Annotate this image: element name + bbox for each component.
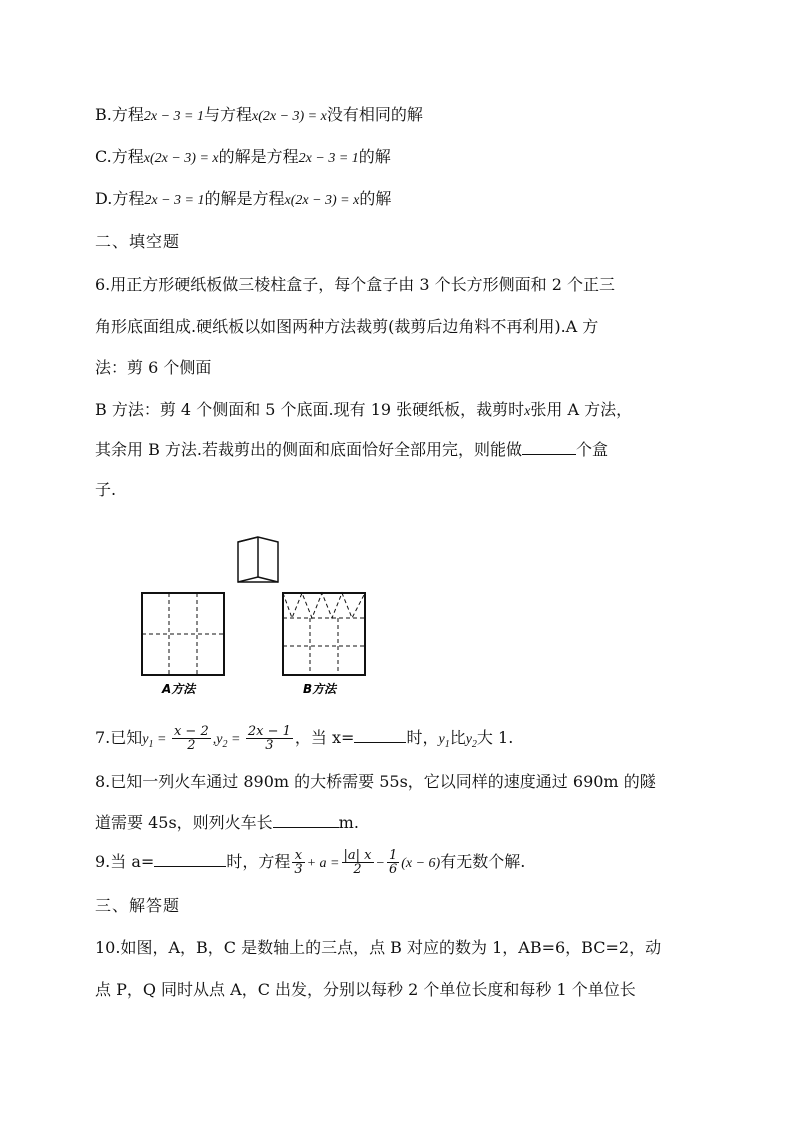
option-c-prefix: C.方程 [95, 147, 144, 166]
method-b-square [283, 593, 365, 675]
q7-compare-y2: y [465, 732, 472, 747]
q9-fraction-1-numerator: x [292, 849, 304, 863]
q9-fraction-3-denominator: 6 [388, 862, 398, 877]
q7-fraction-2-denominator: 3 [265, 738, 274, 753]
option-b-equation-1: 2x − 3 = 1 [143, 109, 204, 124]
q9-fraction-3-numerator: 1 [388, 848, 398, 863]
q9-paren: (x − 6) [401, 856, 441, 871]
q6-line-1: 6.用正方形硬纸板做三棱柱盒子，每个盒子由 3 个长方形侧面和 2 个正三 [95, 275, 615, 294]
q6-line-2: 角形底面组成.硬纸板以如图两种方法裁剪(裁剪后边角料不再利用).A 方 [95, 317, 599, 336]
section-heading-fill: 二、填空题 [95, 232, 181, 251]
q6-line-5 [95, 439, 608, 461]
q7-compare-y1: y [438, 732, 445, 747]
q9-line [95, 842, 525, 884]
option-d-equation-2: x(2x − 3) = x [284, 193, 360, 208]
q7-fraction-2-numerator: 2x − 1 [247, 724, 291, 739]
option-b-mid: 与方程 [203, 105, 252, 124]
q7-y1: y [142, 732, 149, 747]
q7-eq-1: = [153, 732, 170, 747]
method-a-label: A方法 [162, 682, 196, 696]
q7-fraction-1-numerator: x − 2 [173, 724, 209, 739]
q9-fraction-2-denominator: 2 [353, 862, 362, 877]
section-heading-answer: 三、解答题 [95, 896, 181, 915]
q6-answer-blank[interactable] [522, 440, 576, 455]
q8-line-1: 8.已知一列火车通过 890m 的大桥需要 55s，它以同样的速度通过 690m 的隧 [95, 772, 656, 791]
q8-line-2-a: 道需要 45s，则列火车长 [95, 813, 273, 832]
q7-after: 时， [406, 728, 439, 747]
option-d-prefix: D.方程 [95, 189, 145, 208]
q9-fraction-2-numerator: |a| x [343, 848, 372, 863]
q7-y2: y [216, 732, 223, 747]
q9-fraction-1 [292, 849, 304, 876]
option-c-equation-1: x(2x − 3) = x [143, 151, 219, 166]
q9-answer-blank[interactable] [154, 852, 226, 867]
option-b-suffix: 没有相同的解 [326, 105, 423, 124]
q9-fraction-3 [387, 849, 399, 876]
q9-plus-a: + a = [306, 856, 340, 871]
q8-line-2-b: m. [338, 813, 359, 832]
q6-line-4-b: 张用 A 方法， [530, 400, 633, 419]
option-c [95, 146, 391, 170]
q7-prefix: 7.已知 [95, 728, 143, 747]
q6-line-6: 子. [95, 480, 117, 499]
triangular-prism-icon [238, 537, 278, 582]
q6-line-3: 法：剪 6 个侧面 [95, 358, 212, 377]
q7-fraction-2 [246, 725, 293, 752]
q7-mid: ，当 x= [294, 728, 355, 747]
q7-answer-blank[interactable] [354, 728, 406, 743]
q6-line-4 [95, 399, 632, 423]
q7-compare-y1-sub: 1 [444, 739, 450, 751]
method-a-square [142, 593, 224, 675]
q7-comma: , [212, 732, 217, 747]
option-c-mid: 的解是方程 [218, 147, 299, 166]
option-b-prefix: B.方程 [95, 105, 144, 124]
option-d [95, 188, 391, 212]
q7-tail: 大 1. [476, 728, 514, 747]
q7-y1-sub: 1 [148, 739, 154, 751]
q6-line-4-a: B 方法：剪 4 个侧面和 5 个底面.现有 19 张硬纸板，裁剪时 [95, 400, 525, 419]
q6-cutting-figure [120, 525, 380, 700]
q6-variable-x: x [524, 404, 531, 419]
q7-compare-mid: 比 [449, 728, 466, 747]
method-b-label: B方法 [303, 682, 337, 696]
q10-line-2: 点 P，Q 同时从点 A，C 出发，分别以每秒 2 个单位长度和每秒 1 个单位长 [95, 980, 636, 999]
q8-answer-blank[interactable] [273, 813, 339, 828]
q9-after: 时，方程 [226, 852, 291, 871]
q7-y2-sub: 2 [222, 739, 228, 751]
q9-prefix: 9.当 a= [95, 852, 155, 871]
option-d-equation-1: 2x − 3 = 1 [144, 193, 205, 208]
option-c-equation-2: 2x − 3 = 1 [298, 151, 359, 166]
q7-eq-2: = [227, 732, 244, 747]
q10-line-1: 10.如图，A，B，C 是数轴上的三点，点 B 对应的数为 1，AB=6，BC=2，动 [95, 938, 662, 957]
q6-line-5-b: 个盒 [576, 440, 609, 459]
q7-line [95, 718, 513, 765]
q9-fraction-1-denominator: 3 [294, 862, 303, 877]
option-b-equation-2: x(2x − 3) = x [251, 109, 327, 124]
q6-line-5-a: 其余用 B 方法.若裁剪出的侧面和底面恰好全部用完，则能做 [95, 440, 523, 459]
q8-line-2 [95, 812, 359, 834]
q7-compare-y2-sub: 2 [471, 739, 477, 751]
option-d-mid: 的解是方程 [204, 189, 285, 208]
q7-fraction-1-denominator: 2 [187, 738, 196, 753]
q9-minus: − [375, 856, 385, 871]
option-c-suffix: 的解 [358, 147, 391, 166]
option-d-suffix: 的解 [359, 189, 392, 208]
q7-fraction-1 [172, 725, 211, 752]
q9-fraction-2 [342, 849, 374, 876]
q9-tail: 有无数个解. [440, 852, 526, 871]
option-b [95, 104, 423, 128]
